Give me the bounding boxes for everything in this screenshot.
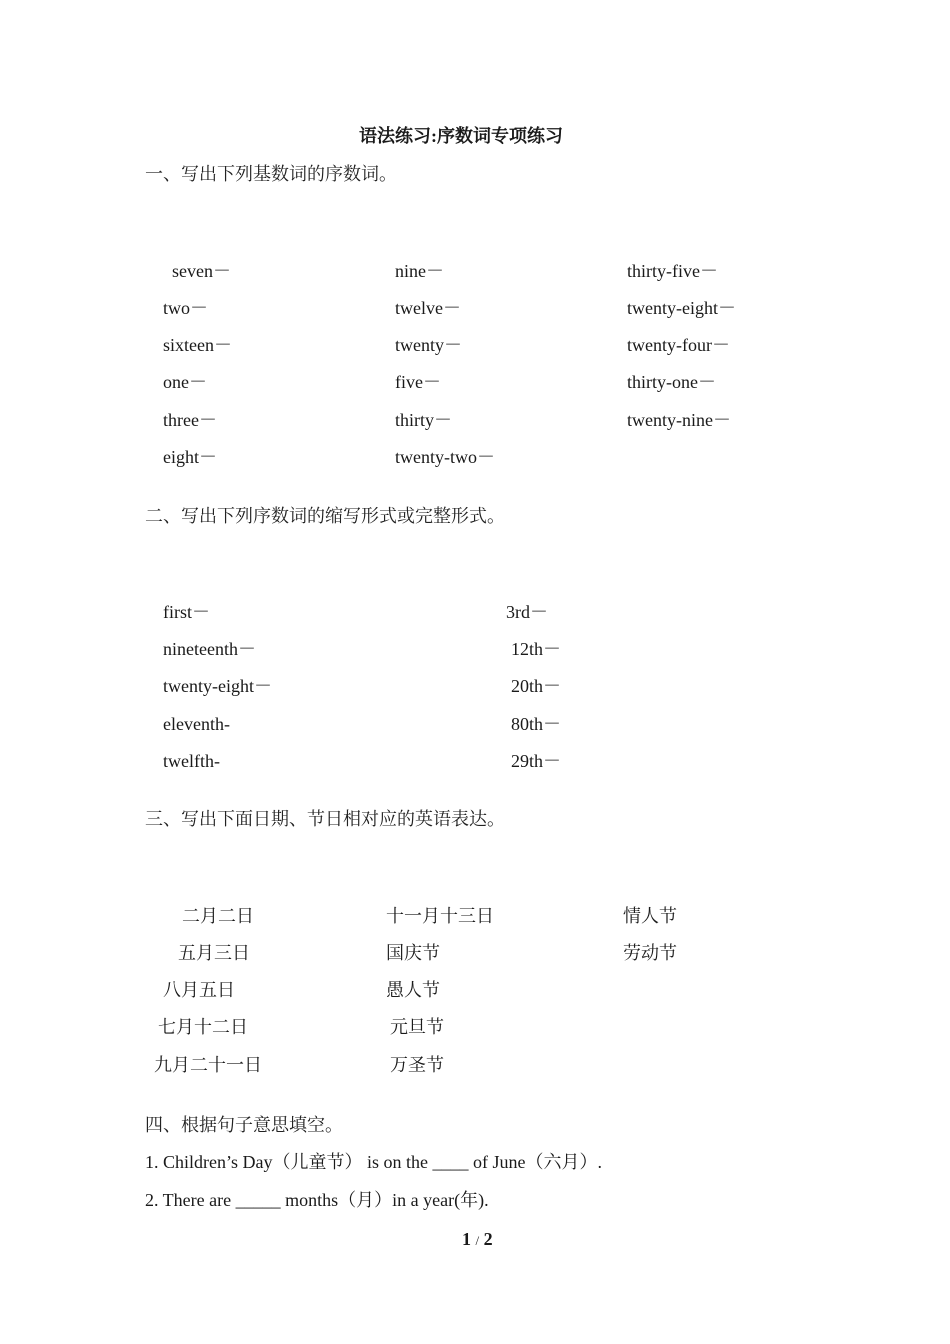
s1-col1-item: eight－	[163, 447, 217, 467]
s3-col3-item: 情人节	[623, 906, 677, 926]
s2-col1-item: eleventh-	[163, 714, 230, 734]
page-separator: /	[475, 1233, 480, 1248]
s3-col2-item: 万圣节	[390, 1055, 444, 1075]
s2-col2-item: 12th－	[511, 639, 562, 659]
s2-col1-item: twelfth-	[163, 751, 220, 771]
page-number	[462, 1228, 493, 1252]
s1-col3-item: twenty-nine－	[627, 410, 731, 430]
s1-col2-item: twenty-two－	[395, 447, 495, 467]
s1-col1-item: one－	[163, 372, 207, 392]
s2-col1-item: nineteenth－	[163, 639, 256, 659]
s3-col2-item: 元旦节	[390, 1017, 444, 1037]
page-current: 1	[462, 1229, 471, 1249]
section1-heading: 一、写出下列基数词的序数词。	[145, 164, 397, 184]
s3-col2-item: 十一月十三日	[386, 906, 494, 926]
s1-col1-item: sixteen－	[163, 335, 232, 355]
section4-heading: 四、根据句子意思填空。	[145, 1115, 343, 1135]
fill-in-sentence: 1. Children’s Day（儿童节） is on the ____ of June（六月）.	[145, 1152, 602, 1172]
s1-col2-item: twenty－	[395, 335, 462, 355]
s3-col3-item: 劳动节	[623, 943, 677, 963]
s3-col2-item: 国庆节	[386, 943, 440, 963]
s2-col2-item: 80th－	[511, 714, 562, 734]
s3-col1-item: 八月五日	[163, 980, 235, 1000]
page-total: 2	[483, 1229, 493, 1249]
s1-col1-item: three－	[163, 410, 217, 430]
section2-heading: 二、写出下列序数词的缩写形式或完整形式。	[145, 506, 505, 526]
s1-col2-item: nine－	[395, 261, 444, 281]
fill-in-sentence: 2. There are _____ months（月）in a year(年).	[145, 1190, 489, 1210]
s3-col2-item: 愚人节	[386, 980, 440, 1000]
s2-col2-item: 20th－	[511, 676, 562, 696]
section3-heading: 三、写出下面日期、节日相对应的英语表达。	[145, 809, 505, 829]
s2-col2-item: 29th－	[511, 751, 562, 771]
s1-col3-item: thirty-five－	[627, 261, 718, 281]
page-title: 语法练习:序数词专项练习	[359, 126, 563, 146]
s1-col2-item: thirty－	[395, 410, 452, 430]
s3-col1-item: 七月十二日	[158, 1017, 248, 1037]
s1-col2-item: twelve－	[395, 298, 461, 318]
s1-col3-item: thirty-one－	[627, 372, 716, 392]
s3-col1-item: 二月二日	[182, 906, 254, 926]
s2-col1-item: twenty-eight－	[163, 676, 272, 696]
s1-col3-item: twenty-four－	[627, 335, 730, 355]
s2-col1-item: first－	[163, 602, 210, 622]
s1-col2-item: five－	[395, 372, 441, 392]
s2-col2-item: 3rd－	[506, 602, 548, 622]
s1-col3-item: twenty-eight－	[627, 298, 736, 318]
s1-col1-item: seven－	[172, 261, 231, 281]
s3-col1-item: 五月三日	[178, 943, 250, 963]
s1-col1-item: two－	[163, 298, 208, 318]
s3-col1-item: 九月二十一日	[154, 1055, 262, 1075]
